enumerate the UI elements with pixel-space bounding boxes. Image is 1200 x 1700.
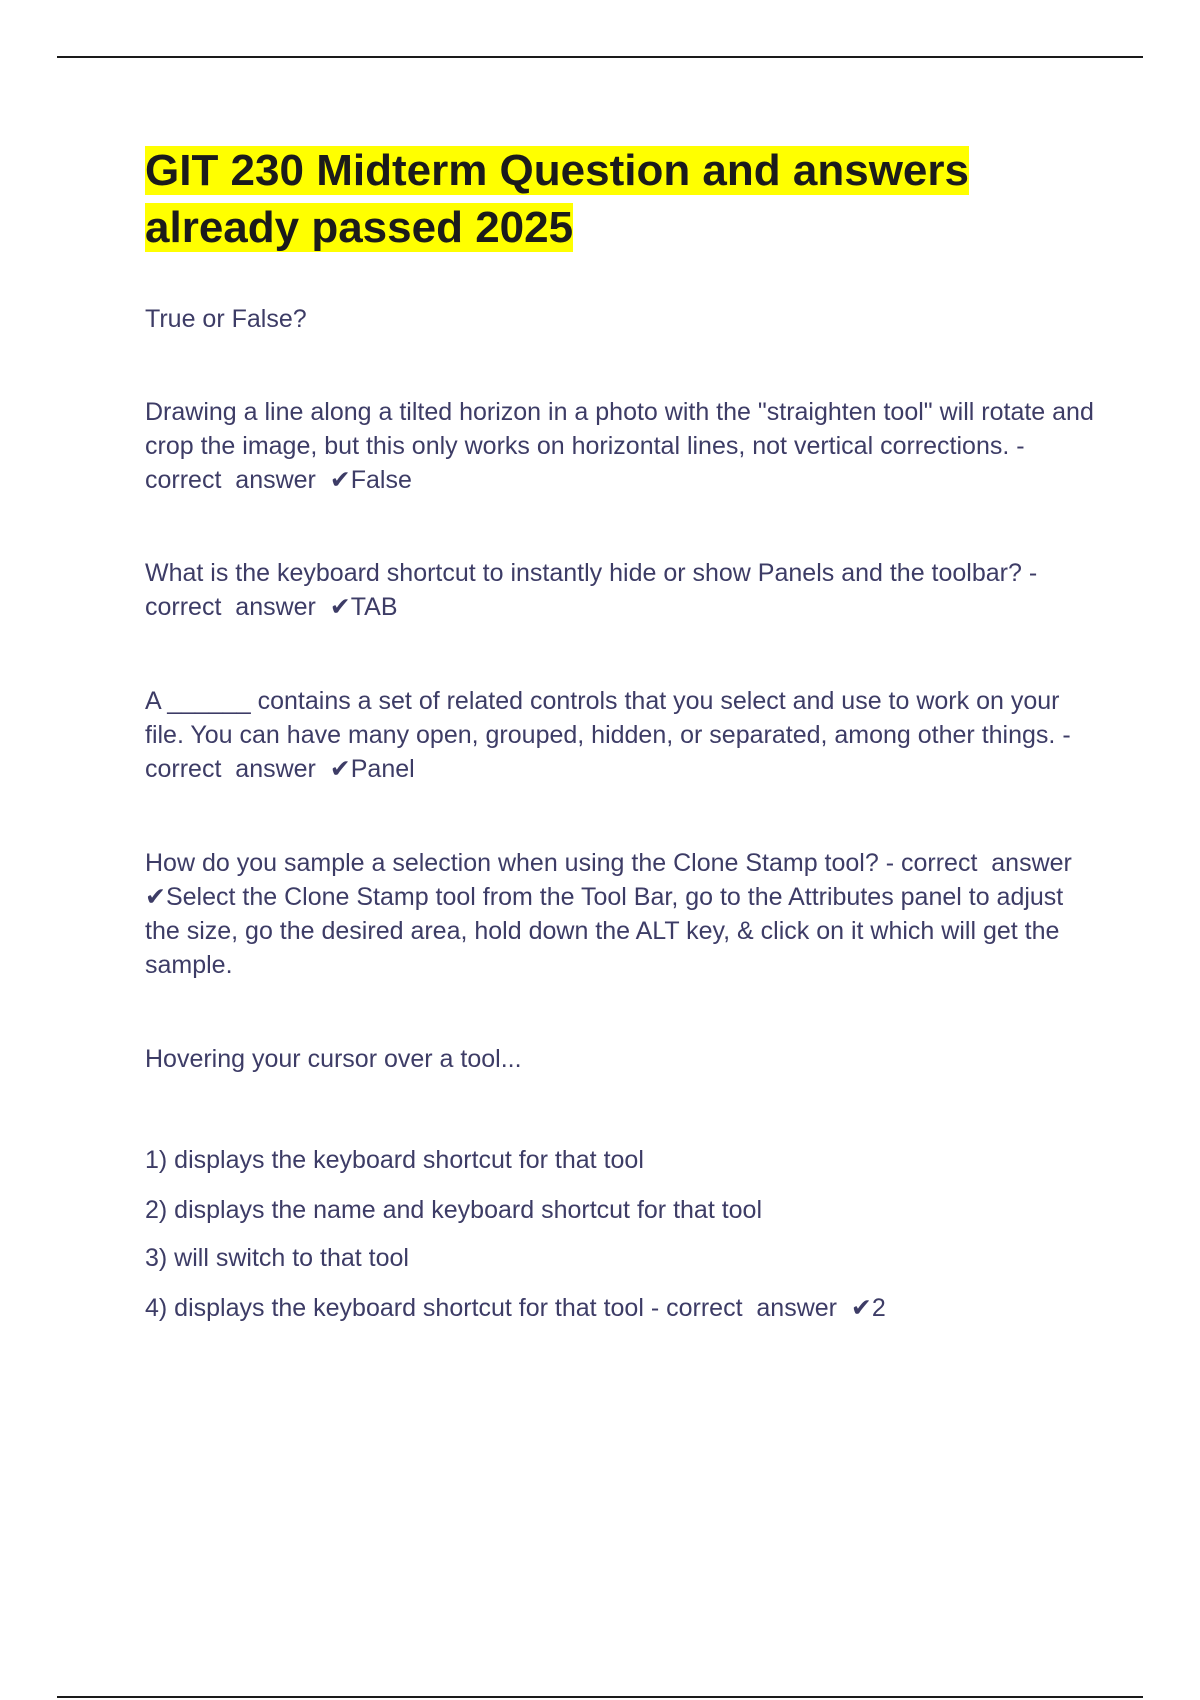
answer-prefix: - correct answer bbox=[145, 432, 1032, 494]
top-rule bbox=[57, 56, 1143, 58]
checkmark-icon: ✔ bbox=[145, 883, 166, 911]
answer-prefix: - correct answer bbox=[145, 721, 1078, 783]
title-highlight: GIT 230 Midterm Question and answers already passed 2025 bbox=[145, 146, 969, 252]
checkmark-icon: ✔ bbox=[329, 593, 351, 621]
question-4-text: How do you sample a selection when using the Clone Stamp tool? bbox=[145, 849, 879, 877]
question-1 bbox=[145, 395, 1095, 497]
question-2-answer: TAB bbox=[350, 593, 398, 621]
question-5-option-3: 3) will switch to that tool bbox=[145, 1244, 409, 1272]
question-4-answer: Select the Clone Stamp tool from the Tool Bar, go to the Attributes panel to adjust the size, go the desired area, hold down the ALT key, & click on it which will get the sample. bbox=[145, 883, 1071, 979]
checkmark-icon: ✔ bbox=[329, 466, 351, 494]
checkmark-icon: ✔ bbox=[329, 755, 351, 783]
question-5-option-4 bbox=[145, 1291, 1095, 1325]
question-1-intro: True or False? bbox=[145, 305, 307, 333]
question-5-answer: 2 bbox=[871, 1294, 886, 1322]
document-title bbox=[145, 142, 1095, 256]
question-5-option-1: 1) displays the keyboard shortcut for that tool bbox=[145, 1146, 644, 1174]
question-4 bbox=[145, 846, 1095, 982]
question-3-answer: Panel bbox=[350, 755, 415, 783]
question-5-intro: Hovering your cursor over a tool... bbox=[145, 1045, 522, 1073]
question-3-text: A ______ contains a set of related controls that you select and use to work on your file. You can have many open, grouped, hidden, or separated, among other things. bbox=[145, 687, 1060, 749]
answer-prefix: - correct answer bbox=[643, 1294, 851, 1322]
checkmark-icon: ✔ bbox=[850, 1294, 872, 1322]
question-5-option-4-text: 4) displays the keyboard shortcut for that tool bbox=[145, 1294, 644, 1322]
answer-prefix: - correct answer bbox=[878, 849, 1086, 877]
answer-prefix: - correct answer bbox=[145, 559, 1045, 621]
bottom-rule bbox=[57, 1696, 1143, 1698]
question-1-text: Drawing a line along a tilted horizon in a photo with the "straighten tool" will rotate and crop the image, but this only works on horizontal lines, not vertical corrections. bbox=[145, 398, 1094, 460]
question-3 bbox=[145, 684, 1095, 786]
question-1-answer: False bbox=[350, 466, 412, 494]
question-2 bbox=[145, 556, 1095, 624]
question-2-text: What is the keyboard shortcut to instantly hide or show Panels and the toolbar? bbox=[145, 559, 1022, 587]
question-5-option-2: 2) displays the name and keyboard shortcut for that tool bbox=[145, 1196, 763, 1224]
document-content bbox=[145, 142, 1095, 1325]
